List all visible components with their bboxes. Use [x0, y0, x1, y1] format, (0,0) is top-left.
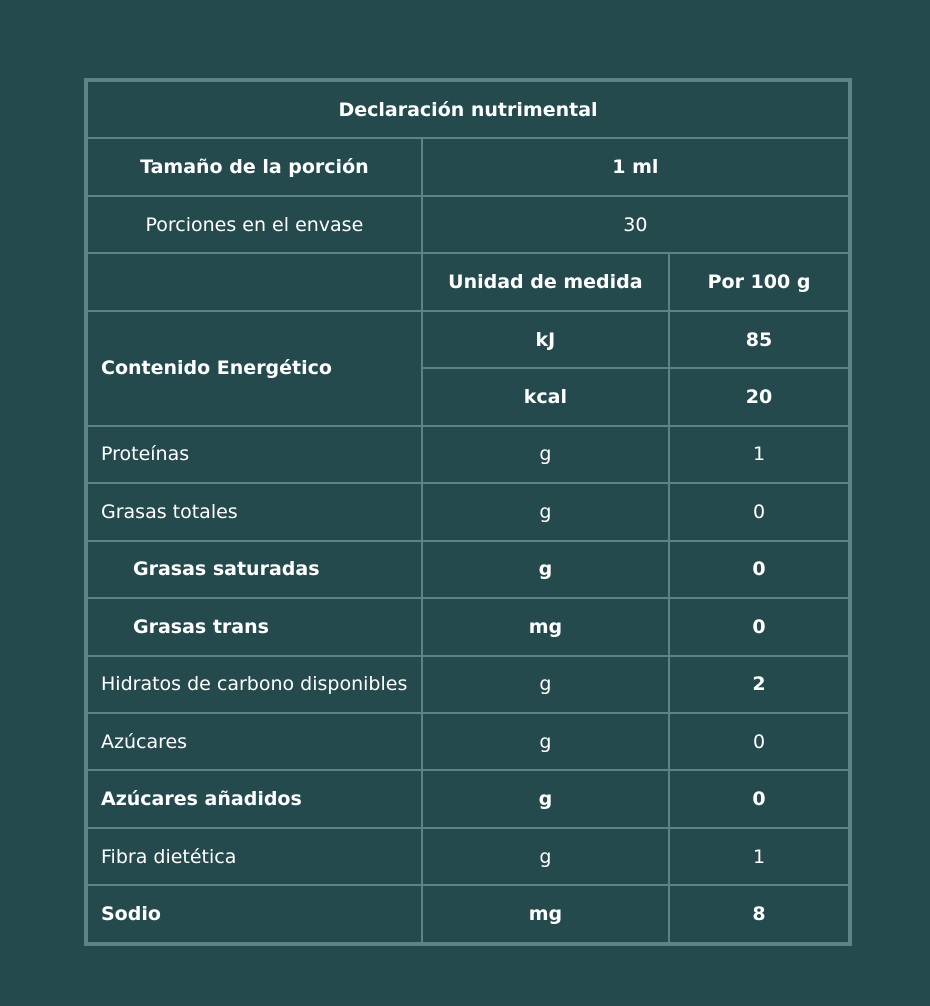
row-label: Hidratos de carbono disponibles: [86, 656, 422, 713]
column-header-row: [86, 253, 850, 310]
table-row-carbohydrates: [86, 656, 850, 713]
row-unit: g: [422, 426, 669, 483]
row-unit: mg: [422, 598, 669, 655]
energy-kj-row: [86, 311, 850, 368]
nutrition-table: [84, 78, 852, 946]
row-value: 2: [669, 656, 850, 713]
row-value: 0: [669, 483, 850, 540]
table-row-trans-fat: [86, 598, 850, 655]
servings-label: Porciones en el envase: [86, 196, 422, 253]
table-row-added-sugars: [86, 770, 850, 827]
row-value: 0: [669, 713, 850, 770]
energy-label: Contenido Energético: [86, 311, 422, 426]
row-value: 1: [669, 828, 850, 885]
empty-header-cell: [86, 253, 422, 310]
per100-column-header: Por 100 g: [669, 253, 850, 310]
table-title: Declaración nutrimental: [86, 80, 850, 138]
servings-row: [86, 196, 850, 253]
table-row-total-fat: [86, 483, 850, 540]
energy-kcal-unit: kcal: [422, 368, 669, 425]
energy-kj-unit: kJ: [422, 311, 669, 368]
row-unit: mg: [422, 885, 669, 944]
row-label: Grasas saturadas: [86, 541, 422, 598]
row-value: 8: [669, 885, 850, 944]
table-row-fiber: [86, 828, 850, 885]
row-value: 1: [669, 426, 850, 483]
unit-column-header: Unidad de medida: [422, 253, 669, 310]
row-label: Sodio: [86, 885, 422, 944]
row-label: Azúcares: [86, 713, 422, 770]
row-label: Proteínas: [86, 426, 422, 483]
title-row: [86, 80, 850, 138]
row-unit: g: [422, 770, 669, 827]
row-value: 0: [669, 770, 850, 827]
row-unit: g: [422, 656, 669, 713]
energy-kj-value: 85: [669, 311, 850, 368]
row-value: 0: [669, 541, 850, 598]
row-value: 0: [669, 598, 850, 655]
row-unit: g: [422, 828, 669, 885]
servings-value: 30: [422, 196, 850, 253]
row-label: Grasas totales: [86, 483, 422, 540]
row-unit: g: [422, 713, 669, 770]
table-row-sodium: [86, 885, 850, 944]
table-row-sugars: [86, 713, 850, 770]
portion-row: [86, 138, 850, 195]
energy-kcal-value: 20: [669, 368, 850, 425]
row-unit: g: [422, 541, 669, 598]
row-label: Azúcares añadidos: [86, 770, 422, 827]
row-label: Grasas trans: [86, 598, 422, 655]
table-row-proteins: [86, 426, 850, 483]
row-unit: g: [422, 483, 669, 540]
row-label: Fibra dietética: [86, 828, 422, 885]
portion-label: Tamaño de la porción: [86, 138, 422, 195]
table-row-saturated-fat: [86, 541, 850, 598]
portion-value: 1 ml: [422, 138, 850, 195]
